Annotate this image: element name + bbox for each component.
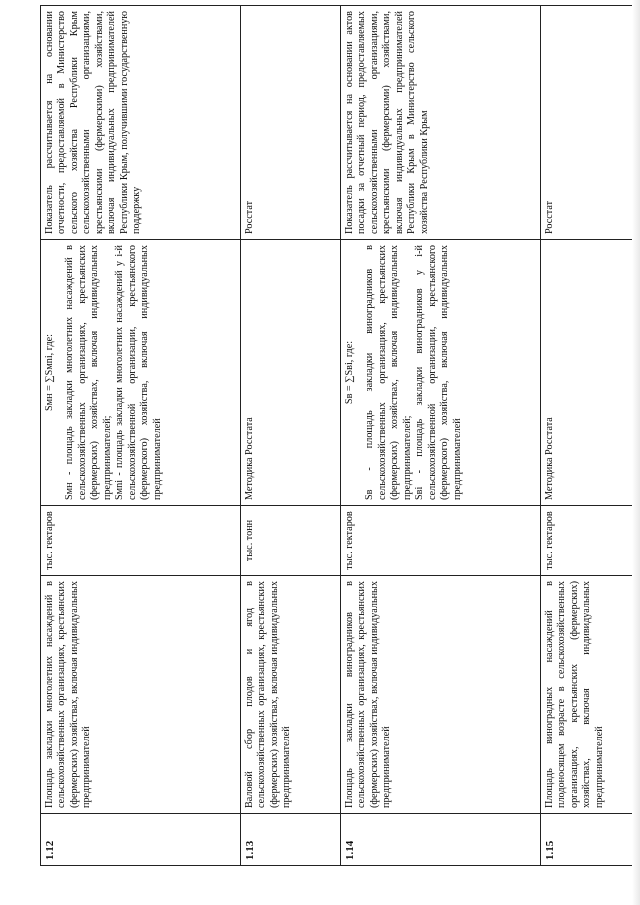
calculation-method	[241, 240, 341, 506]
method-line: Sмн - площадь закладки многолетних насаждений в сельскохозяйственных организациях, крестьянских (фермерских) хозяйствах, включая индивидуальных предпринимателей;	[64, 245, 113, 500]
unit-of-measure: тыс. гектаров	[41, 506, 241, 576]
unit-of-measure: тыс. тонн	[241, 506, 341, 576]
formula: Sв = ∑Sвi, где:	[344, 340, 355, 405]
row-number: 1.13	[241, 814, 341, 866]
formula: Sмн = ∑Sмni, где:	[44, 334, 55, 412]
method-line: Методика Росстата	[544, 417, 555, 500]
rotated-document-page	[40, 6, 640, 866]
indicators-table	[40, 5, 640, 866]
table-row	[41, 6, 241, 866]
scan-edge-shadow	[632, 0, 640, 905]
indicator-name: Площадь виноградных насаждений в плодоносящем возрасте в сельскохозяйственных организациях, крестьянских (фермерских) хозяйствах, включая индивидуальных предпринимателей	[541, 576, 640, 814]
unit-of-measure: тыс. гектаров	[541, 506, 640, 576]
data-source: Росстат	[541, 6, 640, 240]
indicator-name: Валовой сбор плодов и ягод в сельскохозяйственных организациях, крестьянских (фермерских) хозяйствах, включая индивидуальных предпринимателей	[241, 576, 341, 814]
table-row	[541, 6, 640, 866]
data-source: Показатель рассчитывается на основании отчетности, предоставляемой в Министерство сельского хозяйства Республики Крым сельскохозяйственными организациями, крестьянскими (фермерскими) хозяйствами, включая индивидуальных предпринимателей Республики Крым, получившими государственную поддержку	[41, 6, 241, 240]
data-source: Показатель рассчитывается на основании актов посадки за отчетный период, предоставляемых сельскохозяйственными организациями, крестьянскими (фермерскими) хозяйствами, включая индивидуальных предпринимателей Республики Крым в Министерство сельского хозяйства Республики Крым	[341, 6, 541, 240]
method-line: Sвi - площадь закладки виноградников у i-й сельскохозяйственной организации, крестьянского (фермерского) хозяйства, включая индивидуальных предпринимателей	[414, 245, 463, 500]
table-row	[241, 6, 341, 866]
calculation-method	[41, 240, 241, 506]
row-number: 1.12	[41, 814, 241, 866]
row-number: 1.14	[341, 814, 541, 866]
method-line: Sв - площадь закладки виноградников в сельскохозяйственных организациях, крестьянских (фермерских) хозяйствах, включая индивидуальных предпринимателей;	[364, 245, 413, 500]
row-number: 1.15	[541, 814, 640, 866]
method-line: Sмni - площадь закладки многолетних насаждений у i-й сельскохозяйственной организации, крестьянского (фермерского) хозяйства, включая индивидуальных предпринимателей	[114, 245, 163, 500]
table-row	[341, 6, 541, 866]
data-source: Росстат	[241, 6, 341, 240]
unit-of-measure: тыс. гектаров	[341, 506, 541, 576]
calculation-method	[541, 240, 640, 506]
indicator-name: Площадь закладки виноградников в сельскохозяйственных организациях, крестьянских (фермерских) хозяйствах, включая индивидуальных предпринимателей	[341, 576, 541, 814]
calculation-method	[341, 240, 541, 506]
method-line: Методика Росстата	[244, 417, 255, 500]
indicator-name: Площадь закладки многолетних насаждений в сельскохозяйственных организациях, крестьянских (фермерских) хозяйствах, включая индивидуальных предпринимателей	[41, 576, 241, 814]
